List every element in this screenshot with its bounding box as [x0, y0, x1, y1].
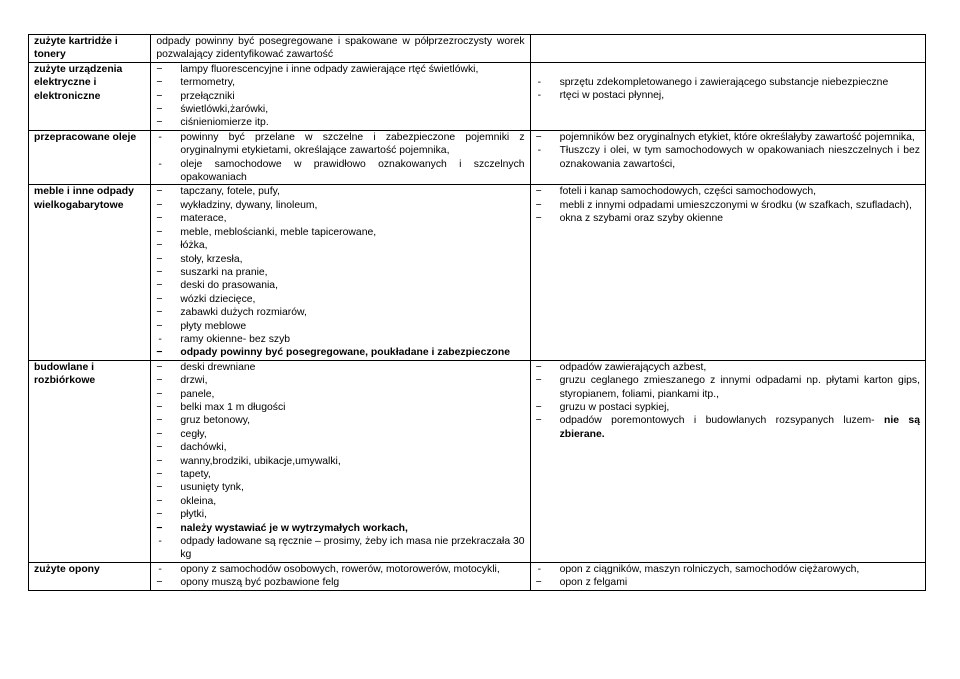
- list-item: − gruzu w postaci sypkiej,: [536, 401, 920, 414]
- category-cell: zużyte urządzenia elektryczne i elektroniczne: [29, 62, 151, 130]
- list-item: − płytki,: [156, 508, 524, 521]
- accepted-cell: [151, 360, 530, 562]
- list-item: − tapety,: [156, 468, 524, 481]
- list-item: − okna z szybami oraz szyby okienne: [536, 212, 920, 225]
- list-item: [536, 414, 920, 441]
- table-row: [29, 360, 926, 562]
- rejected-list: [536, 185, 920, 225]
- list-item: − deski do prasowania,: [156, 279, 524, 292]
- list-item: − opony muszą być pozbawione felg: [156, 576, 524, 589]
- list-item: − pojemników bez oryginalnych etykiet, które określałyby zawartość pojemnika,: [536, 131, 920, 144]
- list-item: - opon z ciągników, maszyn rolniczych, samochodów ciężarowych,: [536, 563, 920, 576]
- category-cell: zużyte kartridże i tonery: [29, 35, 151, 63]
- list-item: − meble, meblościanki, meble tapicerowane,: [156, 226, 524, 239]
- list-item: − usunięty tynk,: [156, 481, 524, 494]
- list-item: − materace,: [156, 212, 524, 225]
- accepted-list: [156, 63, 524, 130]
- rejected-list: [536, 563, 920, 590]
- list-item: - odpady ładowane są ręcznie – prosimy, żeby ich masa nie przekraczała 30 kg: [156, 535, 524, 562]
- list-item: − termometry,: [156, 76, 524, 89]
- accepted-cell: [151, 35, 530, 63]
- list-item: − mebli z innymi odpadami umieszczonymi w środku (w szafkach, szufladach),: [536, 199, 920, 212]
- list-item: − odpady powinny być posegregowane, poukładane i zabezpieczone: [156, 346, 524, 359]
- list-item: − wózki dziecięce,: [156, 293, 524, 306]
- table-row: [29, 185, 926, 360]
- accepted-cell: [151, 562, 530, 590]
- accepted-cell: [151, 62, 530, 130]
- list-item: − foteli i kanap samochodowych, części samochodowych,: [536, 185, 920, 198]
- list-item: − suszarki na pranie,: [156, 266, 524, 279]
- category-cell: meble i inne odpady wielkogabarytowe: [29, 185, 151, 360]
- category-cell: budowlane i rozbiórkowe: [29, 360, 151, 562]
- accepted-list: [156, 131, 524, 185]
- list-item: − lampy fluorescencyjne i inne odpady zawierające rtęć świetlówki,: [156, 63, 524, 76]
- list-item: − zabawki dużych rozmiarów,: [156, 306, 524, 319]
- list-item: − belki max 1 m długości: [156, 401, 524, 414]
- list-item: − dachówki,: [156, 441, 524, 454]
- list-item: − drzwi,: [156, 374, 524, 387]
- list-item: - rtęci w postaci płynnej,: [536, 89, 920, 102]
- table-row: [29, 62, 926, 130]
- waste-collection-table: [28, 34, 926, 591]
- accepted-cell: [151, 185, 530, 360]
- rejected-cell: [530, 130, 925, 185]
- table-row: [29, 35, 926, 63]
- table-row: [29, 130, 926, 185]
- list-item: - oleje samochodowe w prawidłowo oznakowanych i szczelnych opakowaniach: [156, 158, 524, 185]
- list-item: − okleina,: [156, 495, 524, 508]
- list-item: - Tłuszczy i olei, w tym samochodowych w opakowaniach nieszczelnych i bez oznakowania zawartości,: [536, 144, 920, 171]
- list-item: − należy wystawiać je w wytrzymałych workach,: [156, 522, 524, 535]
- accepted-list: [156, 563, 524, 590]
- accepted-text: odpady powinny być posegregowane i spakowane w półprzezroczysty worek pozwalający zidentyfikować zawartość: [156, 36, 525, 61]
- rejected-list: [536, 131, 920, 171]
- accepted-cell: [151, 130, 530, 185]
- list-item: − tapczany, fotele, pufy,: [156, 185, 524, 198]
- list-item: − ciśnieniomierze itp.: [156, 116, 524, 129]
- list-item: − odpadów zawierających azbest,: [536, 361, 920, 374]
- rejected-cell: [530, 360, 925, 562]
- rejected-cell: [530, 185, 925, 360]
- category-cell: przepracowane oleje: [29, 130, 151, 185]
- list-item: − panele,: [156, 388, 524, 401]
- table-row: [29, 562, 926, 590]
- list-item: - sprzętu zdekompletowanego i zawierającego substancje niebezpieczne: [536, 76, 920, 89]
- accepted-list: [156, 185, 524, 359]
- list-item: − stoły, krzesła,: [156, 253, 524, 266]
- rejected-cell: [530, 562, 925, 590]
- list-item: − przełączniki: [156, 90, 524, 103]
- list-item: − cegły,: [156, 428, 524, 441]
- list-item: − wanny,brodziki, ubikacje,umywalki,: [156, 455, 524, 468]
- rejected-list: [536, 76, 920, 103]
- list-item-text: odpadów poremontowych i budowlanych rozsypanych luzem-: [559, 415, 875, 427]
- list-item: − deski drewniane: [156, 361, 524, 374]
- list-item: − gruzu ceglanego zmieszanego z innymi odpadami np. płytami karton gips, styropianem, foliami, piankami itp.,: [536, 374, 920, 401]
- list-item: − płyty meblowe: [156, 320, 524, 333]
- list-item: - opony z samochodów osobowych, rowerów, motorowerów, motocykli,: [156, 563, 524, 576]
- list-item: − gruz betonowy,: [156, 414, 524, 427]
- list-item: - powinny być przelane w szczelne i zabezpieczone pojemniki z oryginalnymi etykietami, określające zawartość pojemnika,: [156, 131, 524, 158]
- rejected-cell: [530, 35, 925, 63]
- rejected-list: [536, 361, 920, 441]
- list-item: − wykładziny, dywany, linoleum,: [156, 199, 524, 212]
- list-item: − łóżka,: [156, 239, 524, 252]
- rejected-cell: [530, 62, 925, 130]
- category-cell: zużyte opony: [29, 562, 151, 590]
- accepted-list: [156, 361, 524, 562]
- list-item: − opon z felgami: [536, 576, 920, 589]
- list-item: - ramy okienne- bez szyb: [156, 333, 524, 346]
- list-item-emphasis: nie są zbierane.: [559, 415, 920, 440]
- list-item: − świetlówki,żarówki,: [156, 103, 524, 116]
